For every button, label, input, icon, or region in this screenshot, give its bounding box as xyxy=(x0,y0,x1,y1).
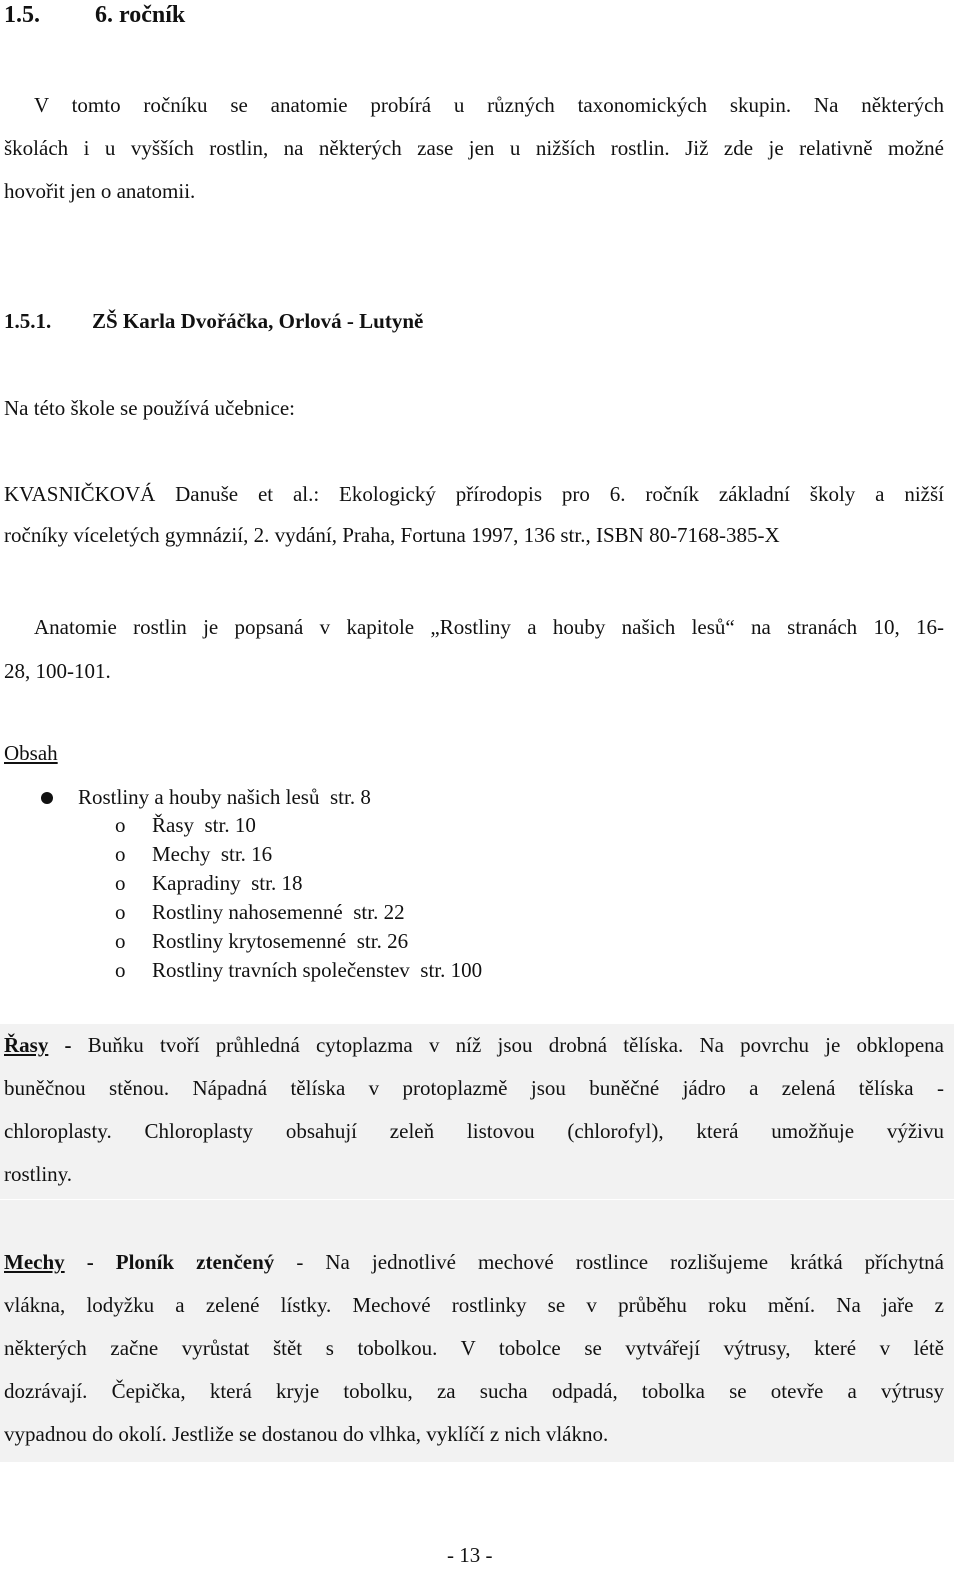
intro-line-3: hovořit jen o anatomii. xyxy=(4,179,196,203)
bullet-icon xyxy=(41,792,53,804)
mechy-line-1: Mechy - Ploník ztenčený - Na jednotlivé mechové rostlince rozlišujeme krátká příchytná xyxy=(4,1250,944,1274)
mechy-paragraph xyxy=(4,1245,944,1452)
anatomy-line-1: Anatomie rostlin je popsaná v kapitole „Rostliny a houby našich lesů“ na stranách 10, 16- xyxy=(34,615,944,639)
circle-marker-icon: o xyxy=(115,842,126,866)
rasy-line-3: chloroplasty. Chloroplasty obsahují zeleň listovou (chlorofyl), která umožňuje výživu xyxy=(4,1119,944,1143)
section-number: 1.5. xyxy=(4,2,40,28)
mechy-species: Ploník ztenčený xyxy=(115,1250,275,1274)
contents-subitem-3: o Kapradiny str. 18 xyxy=(115,871,303,895)
contents-heading: Obsah xyxy=(4,741,58,765)
page-number: - 13 - xyxy=(447,1543,493,1567)
anatomy-note xyxy=(4,610,944,689)
rasy-paragraph xyxy=(4,1028,944,1192)
reference-line-2: ročníky víceletých gymnázií, 2. vydání, Praha, Fortuna 1997, 136 str., ISBN 80-7168-385-X xyxy=(4,523,780,547)
subsection-number: 1.5.1. xyxy=(4,309,52,333)
circle-marker-icon: o xyxy=(115,900,126,924)
section-title: 6. ročník xyxy=(95,2,186,28)
rasy-line-4: rostliny. xyxy=(4,1162,73,1186)
mechy-term: Mechy xyxy=(4,1250,65,1274)
contents-subitem-5: o Rostliny krytosemenné str. 26 xyxy=(115,929,409,953)
mechy-line-3: některých začne vyrůstat štět s tobolkou. V tobolce se vytvářejí výtrusy, které v létě xyxy=(4,1336,944,1360)
textbook-intro: Na této škole se používá učebnice: xyxy=(4,396,295,420)
contents-subitem-4: o Rostliny nahosemenné str. 22 xyxy=(115,900,405,924)
mechy-line-2: vlákna, lodyžku a zelené lístky. Mechové rostlinky se v průběhu roku mění. Na jaře z xyxy=(4,1293,944,1317)
rasy-line-2: buněčnou stěnou. Nápadná tělíska v protoplazmě jsou buněčné jádro a zelená tělíska - xyxy=(4,1076,944,1100)
contents-subitem-6: o Rostliny travních společenstev str. 100 xyxy=(115,958,483,982)
anatomy-line-2: 28, 100-101. xyxy=(4,659,111,683)
reference-line-1: KVASNIČKOVÁ Danuše et al.: Ekologický přírodopis pro 6. ročník základní školy a nižší xyxy=(4,482,944,506)
contents-subitem-2: o Mechy str. 16 xyxy=(115,842,273,866)
circle-marker-icon: o xyxy=(115,929,126,953)
rasy-line-1: Řasy - Buňku tvoří průhledná cytoplazma v níž jsou drobná tělíska. Na povrchu je obklopena xyxy=(4,1033,944,1057)
rasy-term: Řasy xyxy=(4,1033,49,1057)
intro-paragraph xyxy=(4,88,944,209)
circle-marker-icon: o xyxy=(115,871,126,895)
subsection-title: ZŠ Karla Dvořáčka, Orlová - Lutyně xyxy=(92,309,424,333)
circle-marker-icon: o xyxy=(115,813,126,837)
intro-line-2: školách i u vyšších rostlin, na některých zase jen u nižších rostlin. Již zde je relativně možné xyxy=(4,136,944,160)
mechy-line-4: dozrávají. Čepička, která kryje tobolku, za sucha odpadá, tobolka se otevře a výtrusy xyxy=(4,1379,944,1403)
contents-subitem-1: o Řasy str. 10 xyxy=(115,813,256,837)
contents-main-item: Rostliny a houby našich lesů str. 8 xyxy=(78,785,371,809)
textbook-reference xyxy=(4,477,944,553)
intro-line-1: V tomto ročníku se anatomie probírá u různých taxonomických skupin. Na některých xyxy=(34,93,944,117)
mechy-line-5: vypadnou do okolí. Jestliže se dostanou do vlhka, vyklíčí z nich vlákno. xyxy=(4,1422,609,1446)
circle-marker-icon: o xyxy=(115,958,126,982)
